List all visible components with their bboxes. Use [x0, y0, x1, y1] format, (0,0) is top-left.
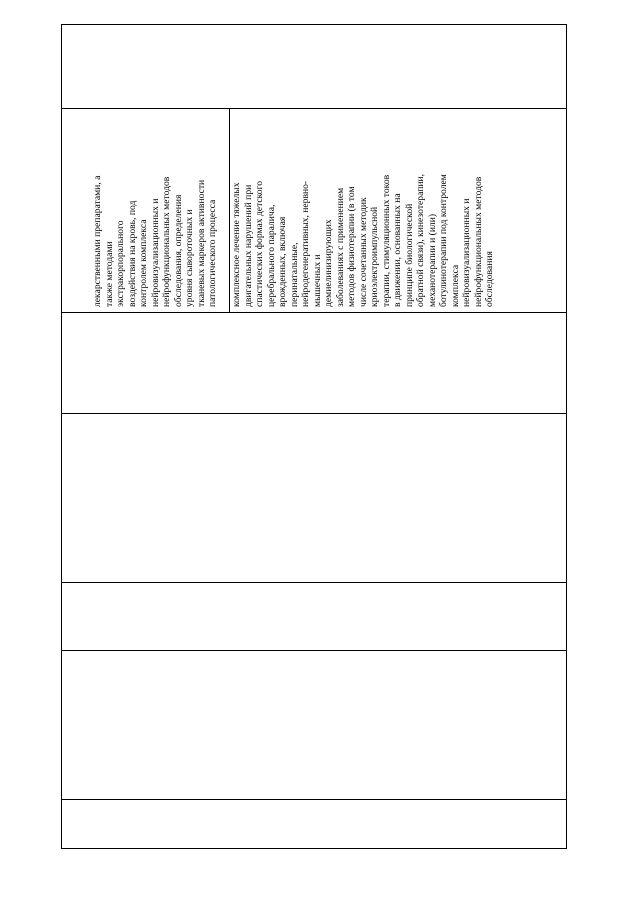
cell-1-line: контролем комплекса [138, 219, 149, 307]
table-divider-4 [61, 582, 567, 583]
table-divider-5 [61, 650, 567, 651]
cell-2-line: числе сочетанных методик [357, 197, 369, 307]
cell-2-line: перинатальные, [288, 242, 300, 307]
cell-2-line: нейродегенеративных, нервно- [300, 180, 311, 307]
cell-2-line: принципе биологической [403, 203, 415, 307]
cell-2-line: механотерапии и (или) [426, 213, 438, 307]
cell-1-line: также методами [103, 241, 115, 307]
cell-1-line: обследования, определения [172, 194, 184, 307]
cell-2-line: криоэлектроимпульсной [369, 206, 380, 307]
cell-1-line: лекарственными препаратами, а [92, 175, 103, 307]
cell-2-line: ботулинотерапии под контролем [438, 174, 449, 307]
cell-2-line: мышечных и [311, 254, 323, 307]
cell-1-line: воздействия на кровь, под [126, 200, 138, 307]
table-cell-text-2 [231, 174, 496, 307]
cell-1-line: нейрофункциональных методов [161, 176, 172, 307]
cell-2-line: заболеваниях с применением [334, 187, 346, 307]
table-border-left [61, 24, 62, 849]
cell-2-line: обследования [484, 251, 495, 307]
cell-2-line: церебрального паралича, [265, 204, 277, 307]
table-border-top [61, 24, 567, 25]
cell-2-line: двигательных нарушений при [242, 184, 254, 307]
cell-2-line: методов физиотерапии (в том [346, 186, 357, 307]
cell-2-line: в движении, основанных на [392, 193, 403, 307]
cell-2-line: комплексное лечение тяжелых [231, 182, 242, 307]
cell-1-line: уровня сывороточных и [184, 209, 195, 307]
cell-2-line: спастических формах детского [254, 180, 265, 307]
cell-1-line: нейровизуализационных и [149, 198, 161, 307]
cell-1-line: экстракорпорального [115, 220, 126, 307]
table-border-right [566, 24, 567, 849]
cell-2-line: нейровизуализационных и [461, 198, 472, 307]
cell-2-line: обратной связи), кинезотерапии, [415, 173, 426, 307]
table-divider-6 [61, 799, 567, 800]
table-border-bottom [61, 848, 567, 849]
cell-1-line: патологического процесса [207, 199, 218, 307]
table-cell-text-1 [92, 176, 219, 307]
cell-2-line: врожденных, включая [277, 216, 288, 307]
cell-text-divider [229, 108, 230, 312]
cell-2-line: комплекса [449, 264, 461, 307]
table-divider-2 [61, 312, 567, 313]
table-divider-1 [61, 108, 567, 109]
table-divider-3 [61, 413, 567, 414]
cell-2-line: демиелинизирующих [323, 219, 334, 307]
cell-1-line: тканевых маркеров активности [195, 179, 207, 307]
cell-2-line: терапии, стимуляционных токов [380, 174, 392, 307]
cell-2-line: нейрофункциональных методов [472, 176, 484, 307]
